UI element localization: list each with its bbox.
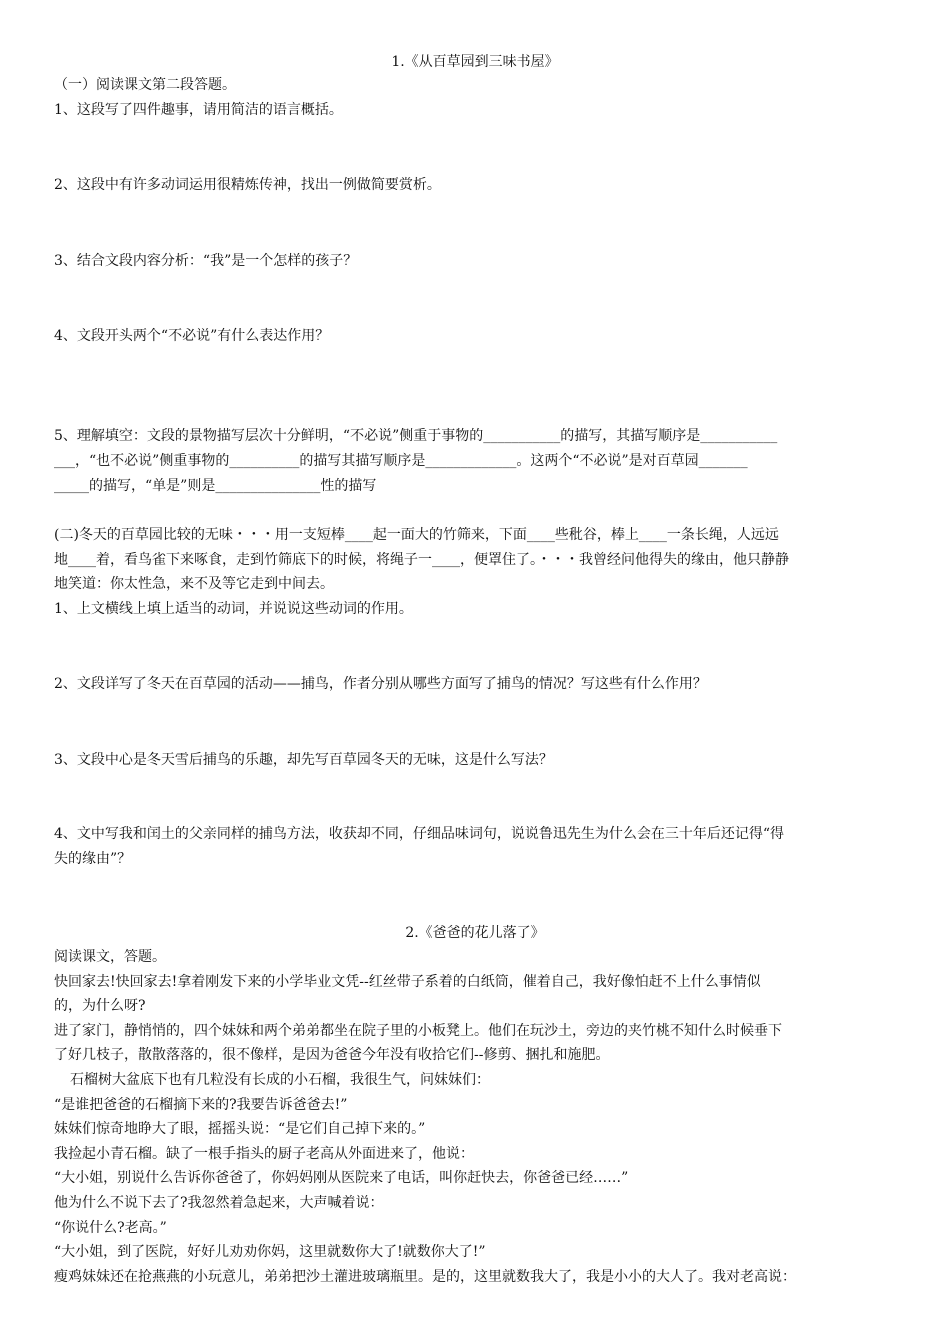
- passage-line: 地____着，看鸟雀下来啄食，走到竹筛底下的时候，将绳子一____，便罩住了。・・・我曾经问他得失的缘由，他只静静: [54, 552, 789, 568]
- fill-blank-line: 5、理解填空：文段的景物描写层次十分鲜明，“不必说”侧重于事物的___________的描写，其描写顺序是___________: [54, 428, 778, 444]
- passage-line: 我捡起小青石榴。缺了一根手指头的厨子老高从外面进来了，他说：: [54, 1146, 474, 1162]
- passage-line: 地笑道：你太性急，来不及等它走到中间去。: [54, 576, 334, 592]
- question-1-2: 2、这段中有许多动词运用很精炼传神，找出一例做简要赏析。: [54, 177, 441, 193]
- passage-line: 瘦鸡妹妹还在抢燕燕的小玩意儿，弟弟把沙土灌进玻璃瓶里。是的，这里就数我大了，我是小小的大人了。我对老高说：: [54, 1269, 796, 1285]
- section2-heading: 阅读课文，答题。: [54, 949, 166, 965]
- fill-blank-line: _____的描写，“单是”则是_______________性的描写: [54, 478, 377, 494]
- fill-blank-line: ___，“也不必说”侧重事物的__________的描写其描写顺序是_____________。这两个“不必说”是对百草园_______: [54, 453, 748, 469]
- question-1-4: 4、文段开头两个“不必说”有什么表达作用？: [54, 328, 330, 344]
- question-2-4: 4、文中写我和闰土的父亲同样的捕鸟方法，收获却不同，仔细品味词句，说说鲁迅先生为什么会在三十年后还记得“得: [54, 826, 785, 842]
- passage-line: 石榴树大盆底下也有几粒没有长成的小石榴，我很生气，问妹妹们：: [70, 1072, 490, 1088]
- question-2-2: 2、文段详写了冬天在百草园的活动——捕鸟，作者分别从哪些方面写了捕鸟的情况？写这些有什么作用？: [54, 676, 707, 692]
- passage-line: 他为什么不说下去了?我忽然着急起来，大声喊着说：: [54, 1195, 384, 1211]
- passage-line: 快回家去!快回家去!拿着刚发下来的小学毕业文凭--红丝带子系着的白纸筒，催着自己，我好像怕赶不上什么事情似: [54, 974, 761, 990]
- question-2-4: 失的缘由”？: [54, 851, 132, 867]
- passage-line: (二)冬天的百草园比较的无味・・・用一支短棒____起一面大的竹筛来，下面____些秕谷，棒上____一条长绳，人远远: [54, 527, 779, 543]
- section2-title: 2.《爸爸的花儿落了》: [405, 925, 545, 941]
- passage-line: 进了家门，静悄悄的，四个妹妹和两个弟弟都坐在院子里的小板凳上。他们在玩沙土，旁边的夹竹桃不知什么时候垂下: [54, 1023, 782, 1039]
- question-1-1: 1、这段写了四件趣事，请用简洁的语言概括。: [54, 102, 343, 118]
- passage-line: 了好几枝子，散散落落的，很不像样，是因为爸爸今年没有收拾它们--修剪、捆扎和施肥。: [54, 1047, 610, 1063]
- passage-line: “你说什么?老高。”: [54, 1220, 167, 1236]
- passage-line: “大小姐，别说什么告诉你爸爸了，你妈妈刚从医院来了电话，叫你赶快去，你爸爸已经……”: [54, 1170, 629, 1186]
- passage-line: 的，为什么呀?: [54, 998, 146, 1014]
- passage-line: 妹妹们惊奇地睁大了眼，摇摇头说：“是它们自己掉下来的。”: [54, 1121, 426, 1137]
- question-2-3: 3、文段中心是冬天雪后捕鸟的乐趣，却先写百草园冬天的无味，这是什么写法？: [54, 752, 553, 768]
- passage-line: “是谁把爸爸的石榴摘下来的?我要告诉爸爸去!”: [54, 1097, 348, 1113]
- part1-heading: （一）阅读课文第二段答题。: [54, 77, 236, 93]
- question-1-3: 3、结合文段内容分析：“我”是一个怎样的孩子？: [54, 253, 358, 269]
- question-2-1: 1、上文横线上填上适当的动词，并说说这些动词的作用。: [54, 601, 413, 617]
- section1-title: 1.《从百草园到三味书屋》: [391, 54, 559, 70]
- passage-line: “大小姐，到了医院，好好儿劝劝你妈，这里就数你大了!就数你大了!”: [54, 1244, 486, 1260]
